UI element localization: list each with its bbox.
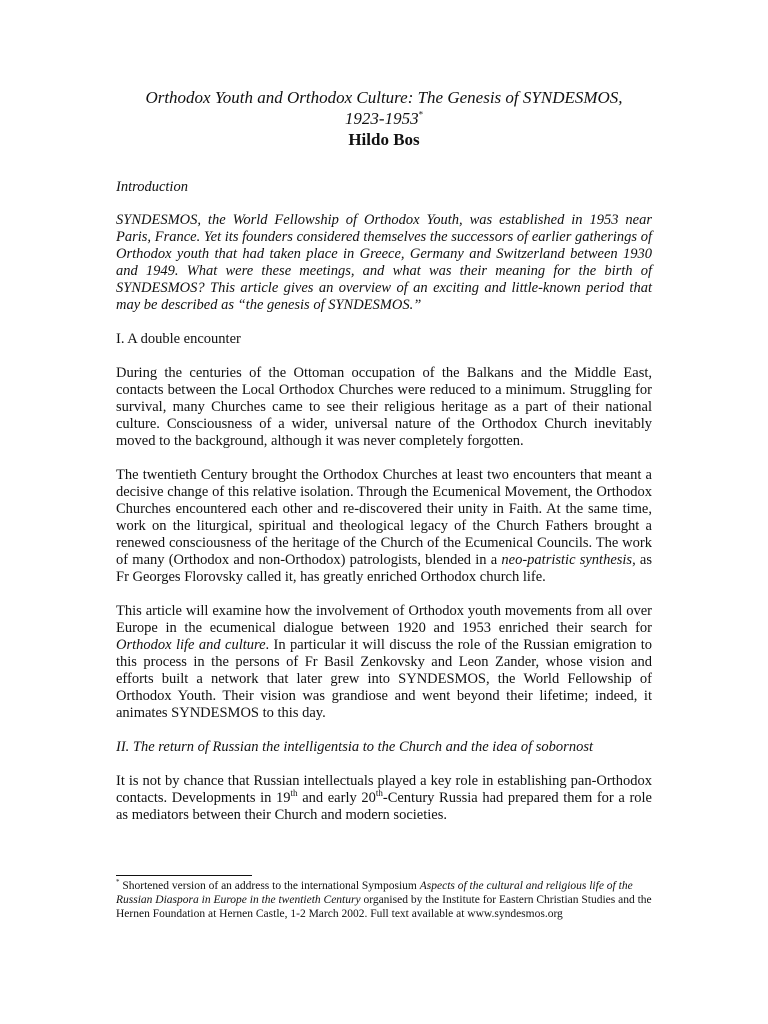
paragraph-text: and early 20 [297, 790, 376, 806]
section-1-paragraph-3 [116, 603, 652, 722]
introduction-heading: Introduction [116, 179, 188, 195]
footnote-text: Shortened version of an address to the international Symposium [119, 880, 420, 892]
paragraph-text: , as Fr Georges Florovsky called it, has greatly enriched Orthodox church life. [116, 552, 652, 585]
section-2-paragraph-1 [116, 773, 652, 824]
footnote-italic-text: Aspects of the cultural and religious life of the Russian Diaspora in Europe in the twentieth Century [116, 880, 633, 907]
paragraph-text: -Century Russia had prepared them for a role as mediators between their Church and modern societies. [116, 790, 652, 823]
paragraph-text: This article will examine how the involvement of Orthodox youth movements from all over Europe in the ecumenical dialogue between 1920 and 1953 enriched their search for [116, 603, 652, 636]
paragraph-text: The twentieth Century brought the Orthodox Churches at least two encounters that meant a decisive change of this relative isolation. Through the Ecumenical Movement, the Orthodox Churches encountered each other and re-discovered their unity in Faith. At the same time, work on the liturgical, spiritual and theological legacy of the Church Fathers brought a renewed consciousness of the heritage of the Church of the Ecumenical Councils. The work of many (Orthodox and non-Orthodox) patrologists, blended in a [116, 467, 652, 568]
footnote-separator [116, 875, 252, 876]
title-line-1: Orthodox Youth and Orthodox Culture: The Genesis of SYNDESMOS, [145, 88, 623, 107]
superscript: th [375, 788, 383, 799]
section-1-heading: I. A double encounter [116, 331, 241, 347]
section-1-paragraph-1: During the centuries of the Ottoman occupation of the Balkans and the Middle East, contacts between the Local Orthodox Churches were reduced to a minimum. Struggling for survival, many Churches came to see their religious heritage as a part of their national culture. Consciousness of a wider, universal nature of the Orthodox Church inevitably moved to the background, although it was never completely forgotten. [116, 365, 652, 449]
document-page [116, 87, 652, 824]
section-1-paragraph-2 [116, 467, 652, 586]
title-footnote-marker[interactable]: * [418, 109, 424, 120]
emphasis-text: neo-patristic synthesis [501, 552, 633, 568]
superscript: th [290, 788, 298, 799]
section-2-heading: II. The return of Russian the intelligentsia to the Church and the idea of sobornost [116, 739, 593, 755]
author-name: Hildo Bos [348, 130, 420, 149]
footnote-marker: * [116, 878, 120, 887]
paragraph-text: . In particular it will discuss the role of the Russian emigration to this process in the persons of Fr Basil Zenkovsky and Leon Zander, whose vision and efforts built a network that later grew into SYNDESMOS, the World Fellowship of Orthodox Youth. Their vision was grandiose and went beyond their lifetime; indeed, it animates SYNDESMOS to this day. [116, 637, 652, 721]
title-line-2: 1923-1953 [344, 109, 419, 128]
footnote-text: organised by the Institute for Eastern Christian Studies and the Hernen Foundation at Hernen Castle, 1-2 March 2002. Full text available at www.syndesmos.org [116, 894, 652, 921]
paragraph-text: It is not by chance that Russian intellectuals played a key role in establishing pan-Orthodox contacts. Developments in 19 [116, 773, 652, 806]
document-title [116, 87, 652, 129]
footnote [116, 879, 652, 922]
introduction-paragraph: SYNDESMOS, the World Fellowship of Orthodox Youth, was established in 1953 near Paris, France. Yet its founders considered themselves the successors of earlier gatherings of Orthodox youth that had taken place in Greece, Germany and Switzerland between 1930 and 1949. What were these meetings, and what was their meaning for the birth of SYNDESMOS? This article gives an overview of an exciting and little-known period that may be described as “the genesis of SYNDESMOS.” [116, 212, 652, 313]
emphasis-text: Orthodox life and culture [116, 637, 266, 653]
